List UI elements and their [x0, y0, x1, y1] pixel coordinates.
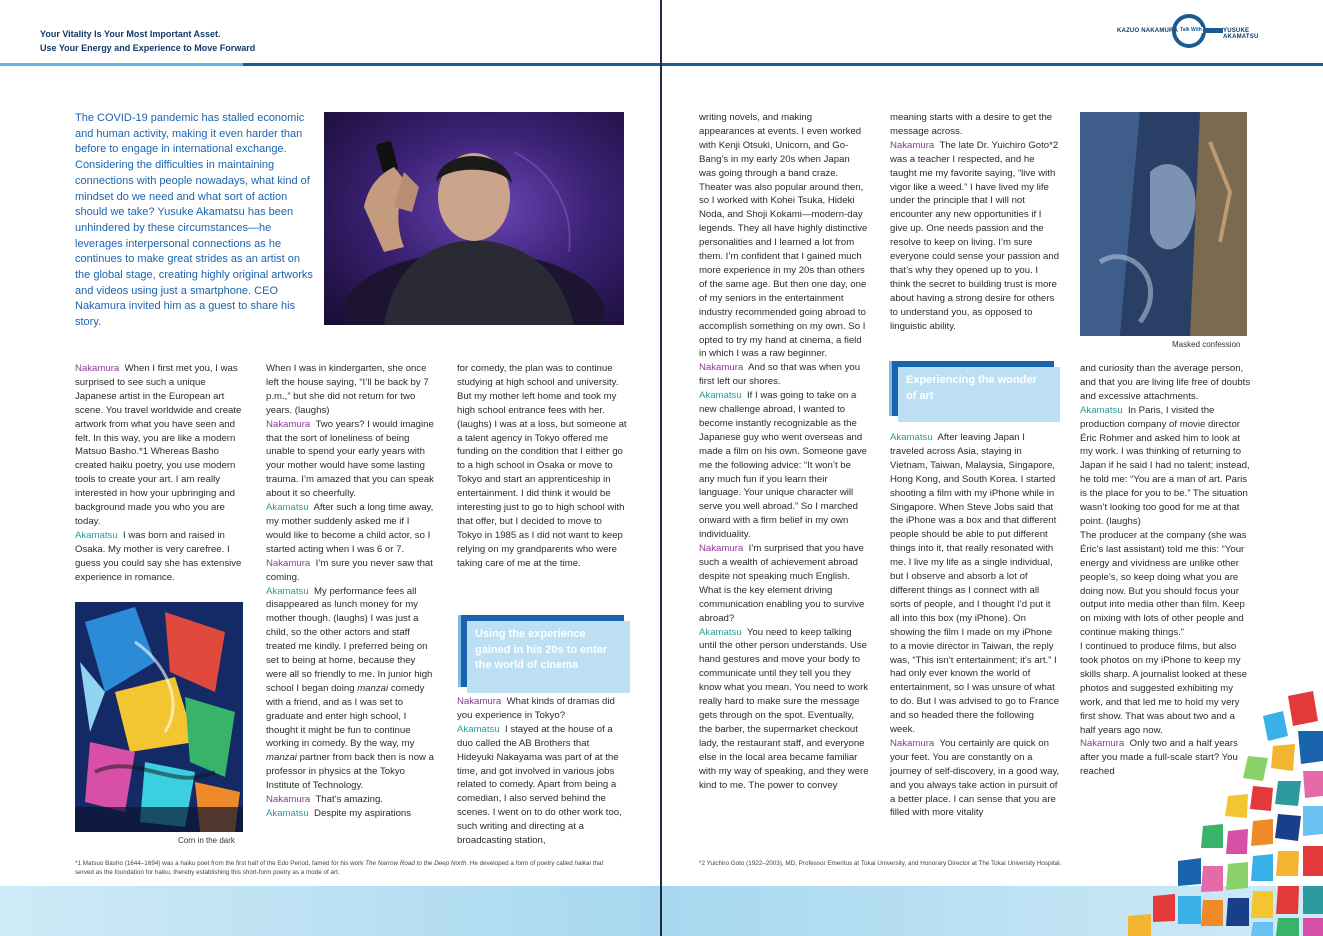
- paragraph: Nakamura That’s amazing.: [266, 794, 383, 806]
- caption-masked-confession: Masked confession: [1172, 340, 1241, 349]
- paragraph: Akamatsu After such a long time away, my mother suddenly asked me if I would like to become a child actor, so I started acting when I was 6 or 7.: [266, 502, 434, 555]
- speaker-akamatsu: Akamatsu: [75, 529, 118, 541]
- speaker-nakamura: Nakamura: [1080, 738, 1125, 750]
- speaker-akamatsu: Akamatsu: [457, 723, 500, 735]
- footnote-2: *2 Yuichiro Goto (1922–2003), MD, Professor Emeritus at Tokai University, and Honorary Director at The Tokai University Hospital.: [699, 860, 1062, 867]
- logo-right-name: YUSUKE AKAMATSU: [1223, 28, 1259, 40]
- header-title: Your Vitality Is Your Most Important Asset. Use Your Energy and Experience to Move Forward: [40, 29, 256, 53]
- paragraph: I continued to produce films, but also took photos on my iPhone to keep my skills sharp. A journalist looked at these photos and suggested exhibiting my work, and that led me to hold my very first show. That was about two and a half years ago now.: [1080, 641, 1247, 736]
- paragraph: Akamatsu Despite my aspirations: [266, 808, 412, 819]
- portrait-photo: [324, 112, 624, 325]
- text-column-4: [699, 111, 869, 792]
- paragraph: Nakamura Two years? I would imagine that the sort of loneliness of being unable to spend your early years with your mother would have some lasting trauma. I’m amazed that you can speak about it so cheerfully.: [266, 418, 434, 500]
- text-column-2: [266, 362, 436, 821]
- speaker-akamatsu: Akamatsu: [1080, 404, 1123, 416]
- footnote-1: *1 Matsuo Basho (1644–1694) was a haiku poet from the first half of the Edo Period, famed for his work The Narrow Road to the Deep North. He developed a form of poetry called haikai that served as the foundation for haiku, thereby establishing this short-form poetry as a mode of art.: [75, 860, 604, 877]
- paragraph: Akamatsu My performance fees all disappeared as lunch money for my mother though. (laughs) I was just a child, so the other actors and staff treated me kindly. I preferred being on set to being at home, because they were all so friendly to me. In junior high school I began doing manzai comedy with a friend, and as I was set to graduate and enter high school, I thought it might be fun to continue working in comedy. By the way, my manzai partner from back then is now a professor in physics at the Tokyo Institute of Technology.: [266, 585, 434, 792]
- paragraph: Nakamura I’m surprised that you have such a wealth of achievement abroad despite not speaking much English. What is the key element driving communication enabling you to survive abroad?: [699, 543, 865, 624]
- artwork-masked-confession: [1080, 112, 1247, 336]
- paragraph: Akamatsu I was born and raised in Osaka. My mother is very carefree. I guess you could say she has extensive experience in romance.: [75, 529, 242, 583]
- logo-center-text: Talk With: [1180, 27, 1202, 33]
- paragraph: for comedy, the plan was to continue studying at high school and university. But my mother left home and took my high school entrance fees with her. (laughs) I was at a loss, but someone at a talent agency in Tokyo offered me funding on the condition that I either go to a high school in Osaka or move to Tokyo and start an apprenticeship in entertainment. I did think it would be interesting just to go to high school with that offer, but I decided to move to Tokyo in 1985 as I did not want to keep relying on my grandparents who were taking care of me at the time.: [457, 363, 627, 569]
- intro-text: The COVID-19 pandemic has stalled economic and human activity, making it even harder than before to engage in international exchange. Considering the difficulties in maintaining connections with people nowadays, what kind of mindset do we need and what sort of action should we take? Yusuke Akamatsu has been unhindered by these circumstances—he leverages interpersonal connections as he continues to make great strides as an artist on the global stage, creating highly original artworks and videos using just a smartphone. CEO Nakamura invited him as a guest to share his story.: [75, 112, 313, 329]
- paragraph: When I was in kindergarten, she once left the house saying, “I’ll be back by 7 p.m.,” but she did not return for two years. (laughs): [266, 363, 429, 416]
- paragraph: Akamatsu If I was going to take on a new challenge abroad, I wanted to become instantly recognizable as the Japanese guy who went overseas and made a film on his own. Someone gave me the following advice: “It won’t be any much fun if you learn their language. Your unique character will serve you well abroad.” So I marched onward with a firm belief in my own individuality.: [699, 390, 867, 541]
- speaker-akamatsu: Akamatsu: [890, 432, 933, 443]
- text-column-5b: [890, 431, 1060, 820]
- paragraph: meaning starts with a desire to get the message across.: [890, 112, 1053, 137]
- speaker-akamatsu: Akamatsu: [266, 808, 309, 819]
- speaker-nakamura: Nakamura: [699, 543, 744, 555]
- speaker-akamatsu: Akamatsu: [699, 390, 742, 402]
- speaker-nakamura: Nakamura: [457, 696, 502, 707]
- speaker-nakamura: Nakamura: [266, 794, 311, 806]
- paragraph: Nakamura What kinds of dramas did you experience in Tokyo?: [457, 696, 615, 721]
- text-column-5: [890, 111, 1060, 334]
- speaker-nakamura: Nakamura: [890, 139, 935, 151]
- paragraph: The producer at the company (she was Éric’s last assistant) told me this: “Your energy and vividness are unlike other people’s, so keep doing what you are doing now. But you should focus your output into media other than film. Keep on mixing with lots of other people and continue making things.”: [1080, 529, 1247, 639]
- left-page: [0, 0, 660, 936]
- paragraph: Nakamura Only two and a half years after you made a full-scale start? You reached: [1080, 738, 1238, 778]
- paragraph: Nakamura When I first met you, I was surprised to see such a unique Japanese artist in the European art scene. You travel worldwide and create artwork from what you have seen and felt. In this way, you are like a modern Matsuo Basho.*1 Whereas Basho created haiku poetry, you use modern tools to create your art. I am really interested in how your upbringing and background made you who you are today.: [75, 363, 242, 527]
- paragraph: Akamatsu I stayed at the house of a duo called the AB Brothers that Hideyuki Nakayama was part of at the time, and got involved in various jobs related to comedy. Apart from being a comedian, I also served behind the scenes. I went on to do other work too, such writing and directing at a broadcasting station,: [457, 723, 622, 847]
- speaker-akamatsu: Akamatsu: [266, 502, 309, 514]
- speaker-nakamura: Nakamura: [266, 418, 311, 430]
- paragraph: Nakamura I’m sure you never saw that coming.: [266, 557, 433, 583]
- paragraph: Akamatsu After leaving Japan I traveled across Asia, staying in Vietnam, Taiwan, Malaysia, Singapore, Hong Kong, and South Korea. I started shooting a film with my iPhone while in Singapore. When Steve Jobs said that the iPhone was a box and that different people should be able to put different things into it, that really resonated with me. I live my life as a single individual, but I observe and absorb a lot of different things as I connect with all sorts of people, and I thought I’d put it all into this box (my iPhone). On showing the film I made on my iPhone to a movie director in Taiwan, the reply was, “This isn’t entertainment; it’s art.” I had only ever known the world of entertainment, so I was unsure of what to do. But I was advised to go to France and so headed there the following week.: [890, 432, 1060, 736]
- logo-left-name: KAZUO NAKAMURA: [1117, 28, 1179, 34]
- paragraph: and curiosity than the average person, and that you are living life free of doubts and excessive attachments.: [1080, 363, 1251, 402]
- paragraph: Akamatsu In Paris, I visited the production company of movie director Éric Rohmer and asked him to look at my work. I was thinking of returning to Japan if he said I had no talent; instead, he told me: “You are a man of art. Paris is the place for you to be.” The situation wasn’t looking too good for me at that point. (laughs): [1080, 404, 1250, 527]
- paragraph: Nakamura You certainly are quick on your feet. You are constantly on a journey of self-discovery, in a good way, and you always take action in pursuit of a better place. I can sense that you are filled with more vitality: [890, 737, 1060, 819]
- talk-with-logo: [1117, 14, 1277, 54]
- header-rule: [662, 63, 1323, 66]
- paragraph: writing novels, and making appearances at events. I even worked with Kenji Otsuki, Unicorn, and Go-Bang’s in my early 20s when Japan was going through a band craze. Theater was also popular around then, so I worked with Kohei Tsuka, Hideki Noda, and Shoji Kokami—modern-day legends. They all have highly distinctive personalities and I learned a lot from them. I’m confident that I gained much more experience in my 20s than others of the same age. But then one day, one of my seniors in the entertainment industry recommended going abroad to accomplish something on my own. So I opted to try my hand at cinema, a field in which I was a raw beginner.: [699, 112, 868, 360]
- paragraph: Nakamura And so that was when you first left our shores.: [699, 362, 861, 388]
- text-column-3: [457, 362, 627, 571]
- artwork-corn-in-the-dark: [75, 602, 243, 832]
- decorative-mosaic: [1123, 686, 1323, 936]
- text-column-3b: [457, 695, 627, 848]
- right-page: [662, 0, 1323, 936]
- speaker-nakamura: Nakamura: [266, 557, 311, 569]
- bottom-band: [0, 886, 660, 936]
- header-rule-accent: [0, 63, 243, 66]
- paragraph: Akamatsu You need to keep talking until the other person understands. Use hand gestures and move your body to communicate until they tell you they know what you mean. You need to work really hard to make sure the message gets through on the spot. Eventually, the barber, the supermarket checkout lady, the restaurant staff, and everyone else in the local area became familiar with my way of speaking, and they were kind to me. The power to convey: [699, 626, 869, 791]
- section-heading-art: Experiencing the wonder of art: [889, 361, 1054, 416]
- speaker-nakamura: Nakamura: [699, 362, 744, 374]
- text-column-1: [75, 362, 245, 585]
- speaker-nakamura: Nakamura: [890, 737, 935, 749]
- speaker-akamatsu: Akamatsu: [699, 626, 742, 638]
- section-heading-cinema: Using the experience gained in his 20s to enter the world of cinema: [458, 615, 624, 687]
- speaker-akamatsu: Akamatsu: [266, 585, 309, 597]
- paragraph: Nakamura The late Dr. Yuichiro Goto*2 was a teacher I respected, and he taught me my favorite saying, “live with vigor like a weed.” I have lived my life under the principle that I will not encounter any new opportunities if I give up. One needs passion and the resolve to keep on living. I’m sure everyone could sense your passion and that’s why they opened up to you. I think the secret to building trust is more about having a strong desire for others to understand you, as opposed to linguistic ability.: [890, 139, 1060, 332]
- speaker-nakamura: Nakamura: [75, 363, 120, 374]
- caption-corn-in-the-dark: Corn in the dark: [178, 836, 235, 845]
